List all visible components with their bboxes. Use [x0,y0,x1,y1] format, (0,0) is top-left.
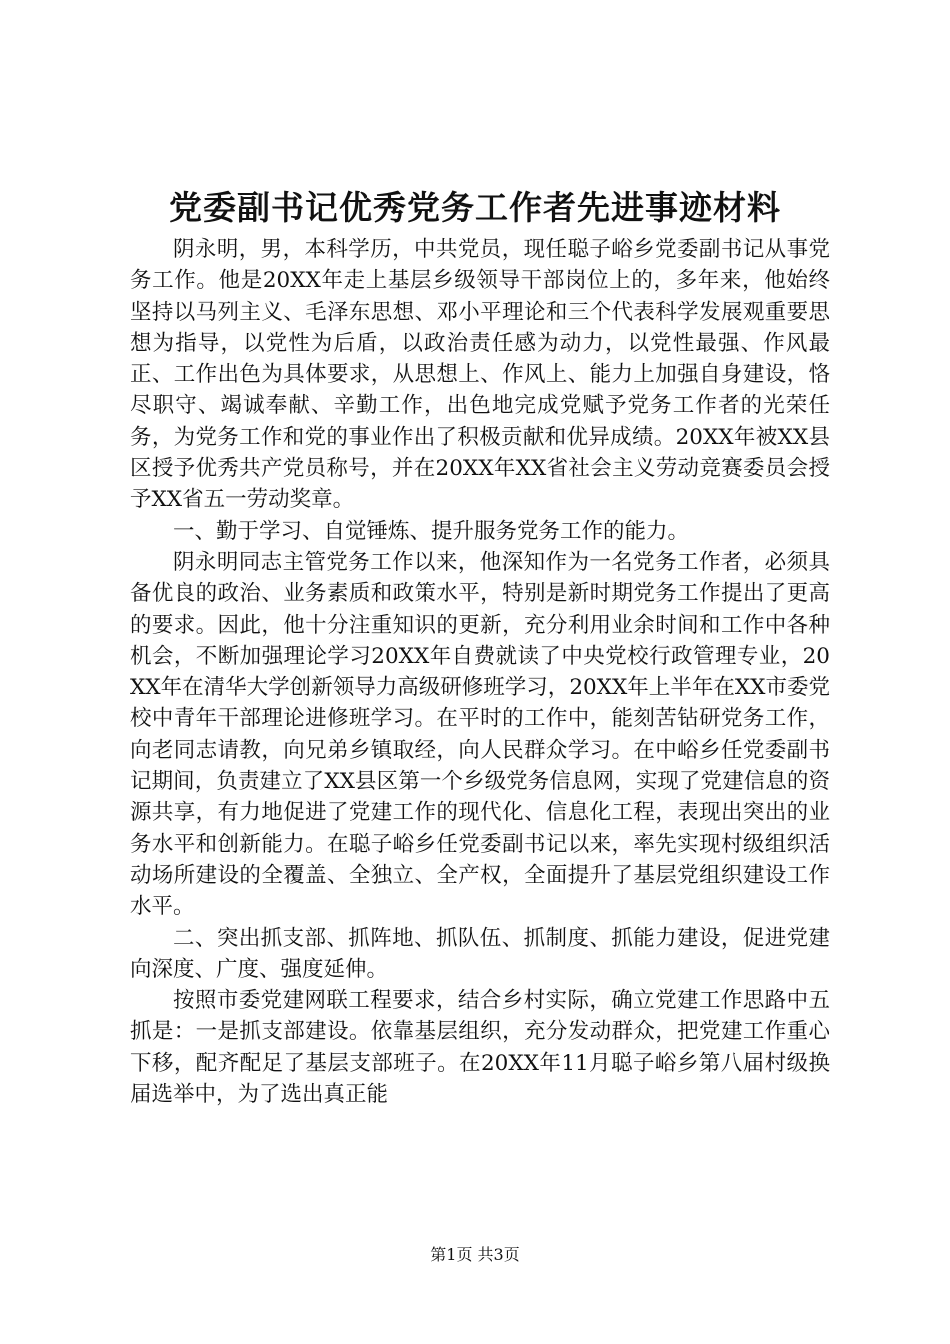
paragraph-party-building: 按照市委党建网联工程要求，结合乡村实际，确立党建工作思路中五抓是：一是抓支部建设。依靠基层组织，充分发动群众，把党建工作重心下移，配齐配足了基层支部班子。在20XX年11月聪子峪乡第八届村级换届选举中，为了选出真正能 [130,988,830,1108]
section-heading-1: 一、勤于学习、自觉锤炼、提升服务党务工作的能力。 [173,518,690,544]
paragraph-study: 阴永明同志主管党务工作以来，他深知作为一名党务工作者，必须具备优良的政治、业务素质和政策水平，特别是新时期党务工作提出了更高的要求。因此，他十分注重知识的更新，充分利用业余时间和工作中各种机会，不断加强理论学习20XX年自费就读了中央党校行政管理专业，20XX年在清华大学创新领导力高级研修班学习，20XX年上半年在XX市委党校中青年干部理论进修班学习。在平时的工作中，能刻苦钻研党务工作，向老同志请教，向兄弟乡镇取经，向人民群众学习。在中峪乡任党委副书记期间，负责建立了XX县区第一个乡级党务信息网，实现了党建信息的资源共享，有力地促进了党建工作的现代化、信息化工程，表现出突出的业务水平和创新能力。在聪子峪乡任党委副书记以来，率先实现村级组织活动场所建设的全覆盖、全独立、全产权，全面提升了基层党组织建设工作水平。 [130,549,830,920]
paragraph-intro: 阴永明，男，本科学历，中共党员，现任聪子峪乡党委副书记从事党务工作。他是20XX年走上基层乡级领导干部岗位上的，多年来，他始终坚持以马列主义、毛泽东思想、邓小平理论和三个代表科学发展观重要思想为指导，以党性为后盾，以政治责任感为动力，以党性最强、作风最正、工作出色为具体要求，从思想上、作风上、能力上加强自身建设，恪尽职守、竭诚奉献、辛勤工作，出色地完成党赋予党务工作者的光荣任务，为党务工作和党的事业作出了积极贡献和优异成绩。20XX年被XX县区授予优秀共产党员称号，并在20XX年XX省社会主义劳动竞赛委员会授予XX省五一劳动奖章。 [130,237,830,513]
section-heading-2: 二、突出抓支部、抓阵地、抓队伍、抓制度、抓能力建设，促进党建向深度、广度、强度延伸。 [130,925,830,982]
document-body [130,234,830,1110]
page-number-footer: 第1页 共3页 [430,1245,520,1264]
document-title: 党委副书记优秀党务工作者先进事迹材料 [169,188,781,227]
